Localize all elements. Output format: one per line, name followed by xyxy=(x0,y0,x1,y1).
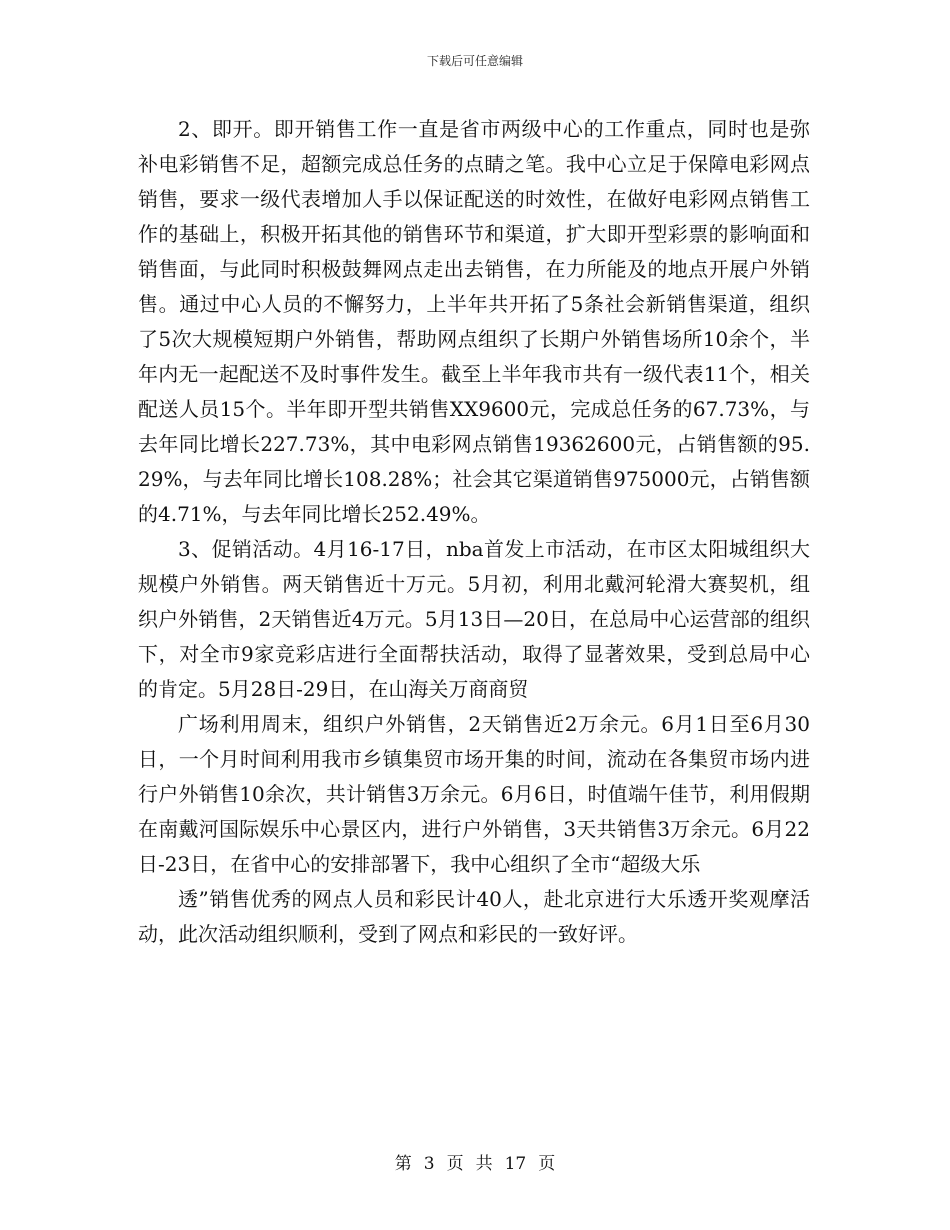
footer-label-unit-2: 页 xyxy=(538,1154,556,1174)
page-footer xyxy=(0,1153,950,1175)
document-body xyxy=(138,112,810,952)
paragraph-plaza-sales: 广场利用周末，组织户外销售，2天销售近2万余元。6月1日至6月30日，一个月时间利用我市乡镇集贸市场开集的时间，流动在各集贸市场内进行户外销售10余次，共计销售3万余元。6月6日，时值端午佳节，利用假期在南戴河国际娱乐中心景区内，进行户外销售，3天共销售3万余元。6月22日-23日，在省中心的安排部署下，我中心组织了全市“超级大乐 xyxy=(138,712,810,876)
paragraph-observation-trip: 透”销售优秀的网点人员和彩民计40人，赴北京进行大乐透开奖观摩活动，此次活动组织顺利，受到了网点和彩民的一致好评。 xyxy=(138,887,810,946)
page-header: 下载后可任意编辑 xyxy=(426,54,523,68)
paragraph-instant-lottery: 2、即开。即开销售工作一直是省市两级中心的工作重点，同时也是弥补电彩销售不足，超额完成总任务的点睛之笔。我中心立足于保障电彩网点销售，要求一级代表增加人手以保证配送的时效性，在做好电彩网点销售工作的基础上，积极开拓其他的销售环节和渠道，扩大即开型彩票的影响面和销售面，与此同时积极鼓舞网点走出去销售，在力所能及的地点开展户外销售。通过中心人员的不懈努力，上半年共开拓了5条社会新销售渠道，组织了5次大规模短期户外销售，帮助网点组织了长期户外销售场所10余个，半年内无一起配送不及时事件发生。截至上半年我市共有一级代表11个，相关配送人员15个。半年即开型共销售XX9600元，完成总任务的67.73%，与去年同比增长227.73%，其中电彩网点销售19362600元，占销售额的95.29%，与去年同比增长108.28%；社会其它渠道销售975000元，占销售额的4.71%，与去年同比增长252.49%。 xyxy=(138,117,810,526)
footer-label-page: 第 xyxy=(394,1154,412,1174)
footer-label-total: 共 xyxy=(475,1154,493,1174)
footer-current-page: 3 xyxy=(423,1154,435,1174)
paragraph-promotions: 3、促销活动。4月16-17日，nba首发上市活动，在市区太阳城组织大规模户外销售。两天销售近十万元。5月初，利用北戴河轮滑大赛契机，组织户外销售，2天销售近4万元。5月13日—20日，在总局中心运营部的组织下，对全市9家竞彩店进行全面帮扶活动，取得了显著效果，受到总局中心的肯定。5月28日-29日，在山海关万商商贸 xyxy=(138,537,810,701)
footer-total-pages: 17 xyxy=(504,1154,527,1174)
footer-label-unit: 页 xyxy=(446,1154,464,1174)
